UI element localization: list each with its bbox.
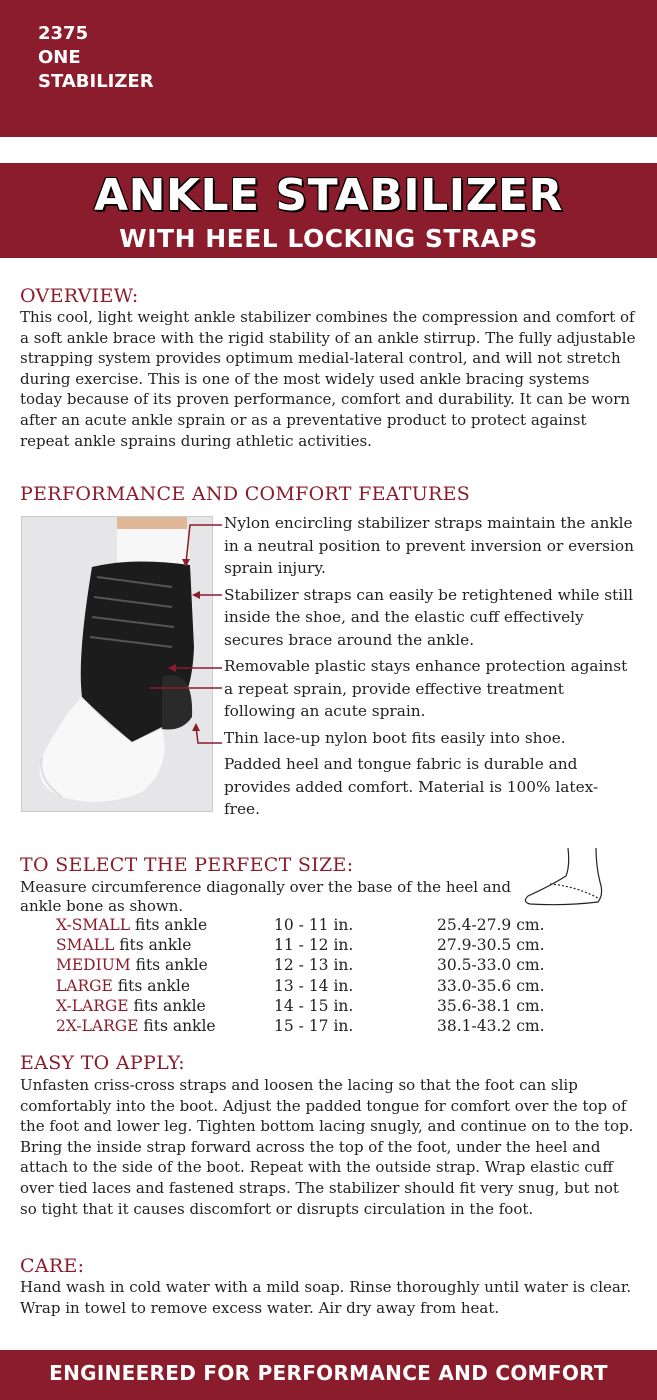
size-cm: 27.9-30.5 cm. (437, 936, 545, 955)
care-heading: CARE: (20, 1255, 85, 1277)
size-cm: 25.4-27.9 cm. (437, 916, 545, 934)
size-cm: 35.6-38.1 cm. (437, 996, 545, 1015)
size-name: X-LARGE (56, 996, 129, 1015)
size-name: MEDIUM (56, 956, 131, 975)
size-fits: fits ankle (134, 916, 208, 934)
size-inches: 10 - 11 in. (274, 916, 354, 934)
care-text: Hand wash in cold water with a mild soap. Rinse thoroughly until water is clear. Wrap in towel to remove excess water. Air dry away from heat. (20, 1278, 632, 1317)
overview-text: This cool, light weight ankle stabilizer combines the compression and comfort of a soft ankle brace with the rigid stability of an ankle stirrup. The fully adjustable strapping system provides optimum medial-lateral control, and will not stretch during exercise. This is one of the most widely used ankle bracing systems today because of its proven performance, comfort and durability. It can be worn after an acute ankle sprain or as a preventative product to protect against repeat ankle sprains during athletic activities. (20, 308, 636, 450)
size-cm: 30.5-33.0 cm. (437, 956, 545, 975)
apply-heading: EASY TO APPLY: (20, 1052, 185, 1074)
product-name: STABILIZER (38, 71, 154, 92)
feature-item: Thin lace-up nylon boot fits easily into shoe. (224, 728, 566, 747)
size-name: LARGE (56, 976, 113, 995)
features-list (224, 512, 634, 825)
feature-pointer-lines (150, 515, 226, 755)
size-inches: 12 - 13 in. (274, 956, 354, 975)
sizing-intro: Measure circumference diagonally over the base of the heel and ankle bone as shown. (20, 878, 512, 915)
size-inches: 14 - 15 in. (274, 996, 354, 1015)
size-cm: 33.0-35.6 cm. (437, 976, 545, 995)
features-heading: PERFORMANCE AND COMFORT FEATURES (20, 483, 471, 505)
product-line: ONE (38, 47, 81, 68)
feature-item: Removable plastic stays enhance protection against a repeat sprain, provide effective treatment following an acute sprain. (224, 657, 628, 720)
feature-item: Padded heel and tongue fabric is durable and provides added comfort. Material is 100% latex-free. (224, 755, 599, 818)
size-fits: fits ankle (117, 976, 190, 995)
size-inches: 15 - 17 in. (274, 1016, 354, 1035)
product-code-block (38, 22, 154, 94)
sizing-heading: TO SELECT THE PERFECT SIZE: (20, 854, 354, 876)
size-name: 2X-LARGE (56, 1016, 139, 1035)
overview-heading: OVERVIEW: (20, 285, 139, 307)
size-inches: 11 - 12 in. (274, 936, 354, 955)
apply-text: Unfasten criss-cross straps and loosen the lacing so that the foot can slip comfortably into the boot. Adjust the padded tongue for comfort over the top of the foot and lower leg. Tighten bottom lacing snugly, and continue on to the top. Bring the inside strap forward across the top of the foot, under the heel and attach to the side of the boot. Repeat with the outside strap. Wrap elastic cuff over tied laces and fastened straps. The stabilizer should fit very snug, but not so tight that it causes discomfort or disrupts circulation in the foot. (20, 1076, 634, 1218)
product-number: 2375 (38, 23, 89, 44)
page-title: ANKLE STABILIZER (94, 170, 563, 221)
size-name: X-SMALL (56, 916, 130, 934)
size-inches: 13 - 14 in. (274, 976, 354, 995)
foot-measure-icon (520, 846, 640, 908)
page-subtitle: WITH HEEL LOCKING STRAPS (119, 224, 538, 253)
size-fits: fits ankle (119, 936, 192, 955)
size-fits: fits ankle (143, 1016, 216, 1035)
size-fits: fits ankle (135, 956, 208, 975)
size-fits: fits ankle (133, 996, 206, 1015)
feature-item: Nylon encircling stabilizer straps maintain the ankle in a neutral position to prevent inversion or eversion sprain injury. (224, 514, 634, 577)
footer-tagline: ENGINEERED FOR PERFORMANCE AND COMFORT (49, 1361, 608, 1385)
size-cm: 38.1-43.2 cm. (437, 1016, 545, 1035)
feature-item: Stabilizer straps can easily be retightened while still inside the shoe, and the elastic cuff effectively secures brace around the ankle. (224, 585, 633, 649)
size-name: SMALL (56, 936, 115, 955)
